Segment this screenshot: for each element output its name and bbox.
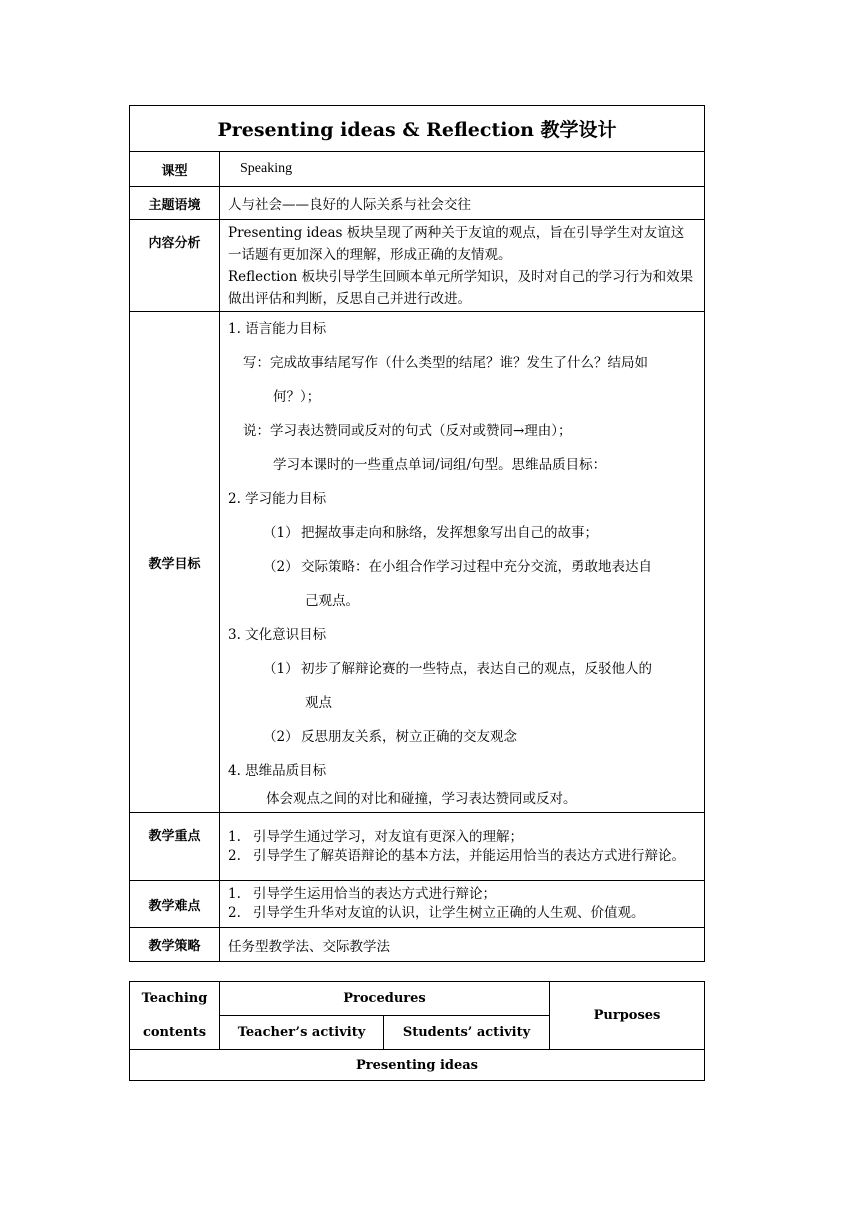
strategy-value: 任务型教学法、交际教学法 — [220, 928, 705, 962]
procedure-table — [129, 981, 705, 1081]
analysis-paragraph-2: Reflection 板块引导学生回顾本单元所学知识，及时对自己的学习行为和效果做出评估和判断，反思自己并进行改进。 — [228, 268, 694, 307]
teaching-header: Teaching — [130, 982, 220, 1016]
objective-1-speak: 说：学习表达赞同或反对的句式（反对或赞同→理由）； — [243, 423, 572, 439]
objective-1-write: 写：完成故事结尾写作（什么类型的结尾？谁？发生了什么？结局如 — [243, 355, 648, 371]
objective-4-text: 体会观点之间的对比和碰撞，学习表达赞同或反对。 — [266, 791, 577, 807]
theme-value: 人与社会——良好的人际关系与社会交往 — [220, 187, 705, 220]
key-points-list — [220, 813, 705, 881]
key-points-label: 教学重点 — [130, 813, 220, 881]
key-point-item: 2. 引导学生了解英语辩论的基本方法，并能运用恰当的表达方式进行辩论。 — [228, 847, 685, 864]
section-presenting-ideas: Presenting ideas — [130, 1050, 705, 1081]
difficulty-item: 1. 引导学生运用恰当的表达方式进行辩论； — [228, 886, 496, 902]
objective-1-write-cont: 何？）； — [273, 389, 321, 405]
objective-4-heading: 4. 思维品质目标 — [228, 763, 327, 779]
objective-2-heading: 2. 学习能力目标 — [228, 491, 327, 507]
analysis-content — [220, 220, 705, 312]
purposes-header: Purposes — [550, 982, 705, 1050]
difficulties-label: 教学难点 — [130, 881, 220, 928]
objectives-label: 教学目标 — [130, 312, 220, 813]
objective-3-heading: 3. 文化意识目标 — [228, 627, 327, 643]
students-activity-header: Students’ activity — [384, 1016, 550, 1050]
objective-3-item-1-cont: 观点 — [305, 695, 332, 711]
objective-1-heading: 1. 语言能力目标 — [228, 321, 327, 337]
difficulties-list — [220, 881, 705, 928]
key-point-item: 1. 引导学生通过学习，对友谊有更深入的理解； — [228, 828, 523, 845]
analysis-label: 内容分析 — [130, 220, 220, 312]
objectives-content — [220, 312, 705, 813]
objective-3-item-1: （1） 初步了解辩论赛的一些特点，表达自己的观点，反驳他人的 — [263, 661, 652, 677]
theme-label: 主题语境 — [130, 187, 220, 220]
strategy-label: 教学策略 — [130, 928, 220, 962]
document-title: Presenting ideas & Reflection 教学设计 — [130, 106, 705, 152]
teacher-activity-header: Teacher’s activity — [220, 1016, 384, 1050]
objective-2-item-2: （2） 交际策略：在小组合作学习过程中充分交流，勇敢地表达自 — [263, 559, 652, 575]
objective-3-item-2: （2） 反思朋友关系，树立正确的交友观念 — [263, 729, 517, 745]
difficulty-item: 2. 引导学生升华对友谊的认识，让学生树立正确的人生观、价值观。 — [228, 905, 645, 921]
lesson-type-label: 课型 — [130, 152, 220, 187]
lesson-design-table — [129, 105, 705, 962]
objective-2-item-2-cont: 己观点。 — [305, 593, 359, 609]
contents-header: contents — [130, 1016, 220, 1050]
lesson-type-value: Speaking — [220, 152, 705, 187]
objective-2-item-1: （1） 把握故事走向和脉络，发挥想象写出自己的故事； — [263, 525, 598, 541]
procedures-header: Procedures — [220, 982, 550, 1016]
objective-1-study: 学习本课时的一些重点单词/词组/句型。思维品质目标： — [273, 457, 607, 473]
analysis-paragraph-1: Presenting ideas 板块呈现了两种关于友谊的观点，旨在引导学生对友谊这一话题有更加深入的理解，形成正确的友情观。 — [228, 224, 685, 263]
